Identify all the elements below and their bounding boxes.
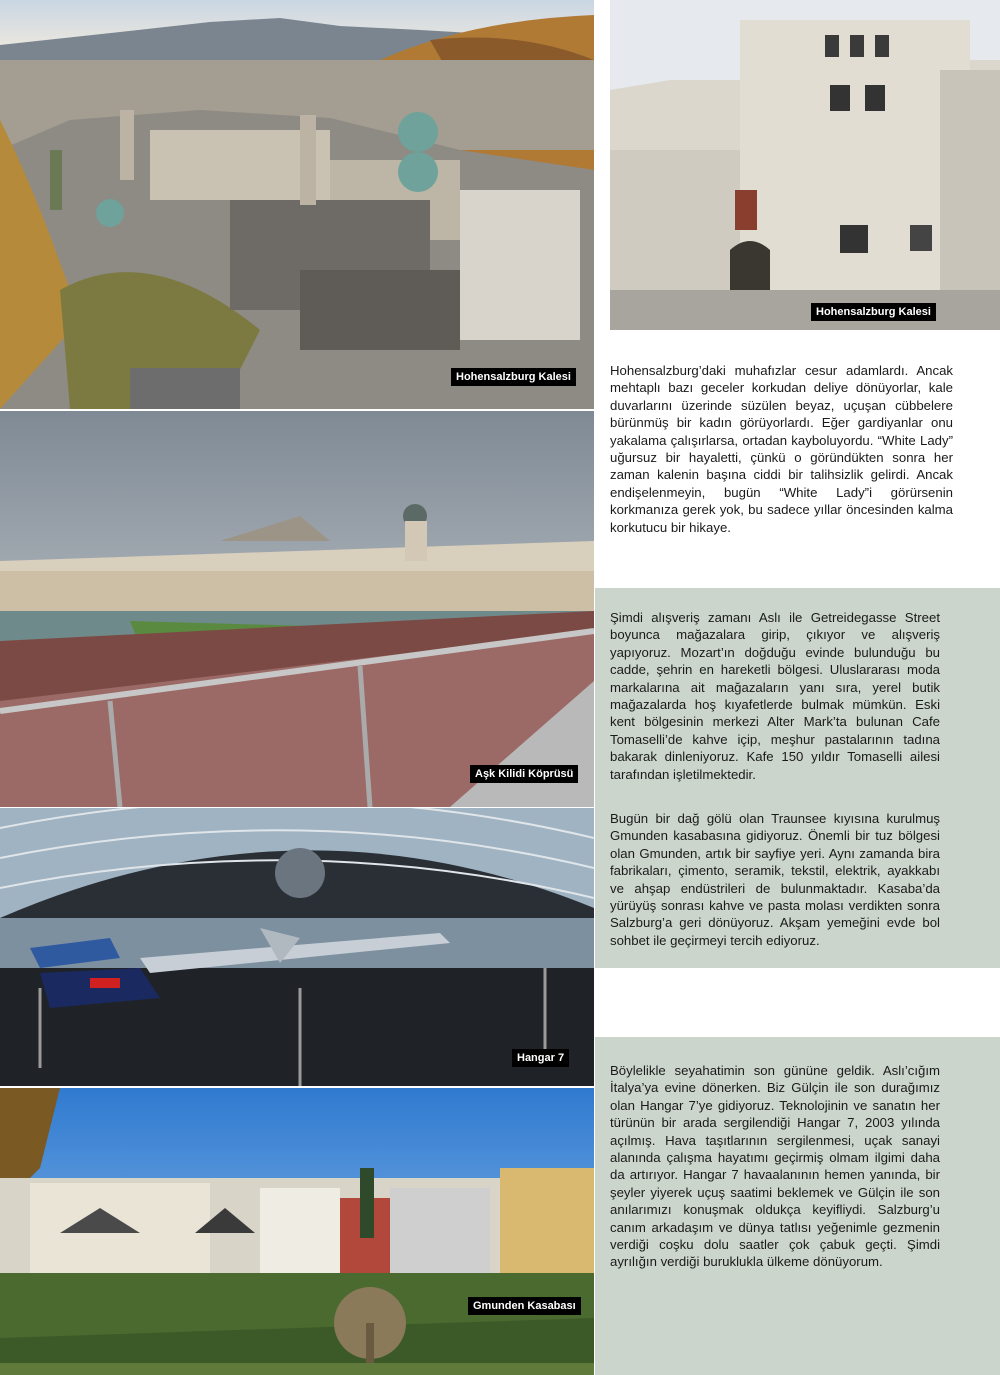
photo-caption: Hangar 7: [512, 1049, 569, 1067]
photo-caption: Gmunden Kasabası: [468, 1297, 581, 1315]
paragraph-hangar-7: Böylelikle seyahatimin son gününe geldik. Aslı’cığım İtalya’ya evine dönerken. Biz Gülçin ile son durağımız olan Hangar 7’ye gidiyoruz. Teknolojinin ve sanatın her türünün bir arada sergilendiği Hangar 7, 2003 yılında açılmış. Hava taşıtlarının sergilenmesi, uçak sanayi alanında çalışma hayatımı geçirmiş olmam ilgimi daha da artırıyor. Hangar 7 havaalanının hemen yanında, bir şeyler yiyerek uçuş saatimi beklemek ve Gülçin ile son anılarımızı konuşmak oldukça keyifliydi. Salzburg’u canım arkadaşım ve dünya tatlısı yeğenimle gezmenin verdiği coşku dolu saatler çok çabuk geçti. Şimdi ayrılığın verdiği buruklukla ülkeme dönüyorum.: [610, 1063, 940, 1270]
photo-caption: Hohensalzburg Kalesi: [811, 303, 936, 321]
paragraph-white-lady: Hohensalzburg’daki muhafızlar cesur adamlardı. Ancak mehtaplı bazı geceler korkudan deliye dönüyorlar, kale duvarlarını üzerinde süzülen beyaz, uçuşan cübbelere bürünmüş bir kadın görüyorlardı. Eğer gardiyanlar onu yakalama çalışırlarsa, ortadan kayboluyordu. “White Lady” uğursuz bir hayaletti, çünkü o göründükten sonra her zaman kalenin başına ciddi bir talihsizlik gelirdi. Ancak endişelenmeyin, bugün “White Lady”i görürsenin korkmanıza gerek yok, bu sadece yıllar öncesinden kalma korkutucu bir hikaye.: [610, 363, 953, 535]
paragraph-gmunden: Bugün bir dağ gölü olan Traunsee kıyısına kurulmuş Gmunden kasabasına gidiyoruz. Önemli bir tuz bölgesi olan Gmunden, artık bir sayfiye yeri. Aynı zamanda bira fabrikaları, çimento, seramik, tekstil, elektrik, ayakkabı ve ahşap endüstrileri de bulunmaktadır. Kasaba’da yürüyüş sonrası kahve ve pasta molası verdikten sonra Salzburg’a geri dönüyoruz. Akşam yemeğini evde bol sohbet ile geçirmeyi tercih ediyoruz.: [610, 811, 940, 948]
photo-caption: Hohensalzburg Kalesi: [451, 368, 576, 386]
photo-salzburg-cityscape: [0, 0, 594, 409]
photo-gmunden-town: [0, 1088, 594, 1375]
photo-fortress-courtyard: [610, 0, 1000, 330]
paragraph-getreidegasse: Şimdi alışveriş zamanı Aslı ile Getreidegasse Street boyunca mağazalara girip, çıkıyor ve alışveriş yapıyoruz. Mozart’ın doğduğu evinde bulunduğu bu cadde, şehrin en hareketli bölgesi. Uluslararası moda markalarına ait mağazaların yanı sıra, yerel butik mağazalarda hoş kıyafetlerde bulmak mümkün. Eski kent bölgesinin merkezi Alter Mark’ta bulunan Cafe Tomaselli’de kahve içip, meşhur pastalarının tadına bakarak dinleniyoruz. Kafe 150 yıldır Tomaselli ailesi tarafından işletilmektedir.: [610, 610, 940, 782]
photo-caption: Aşk Kilidi Köprüsü: [470, 765, 578, 783]
photo-hangar-7: [0, 808, 594, 1086]
photo-love-lock-bridge: [0, 411, 594, 807]
